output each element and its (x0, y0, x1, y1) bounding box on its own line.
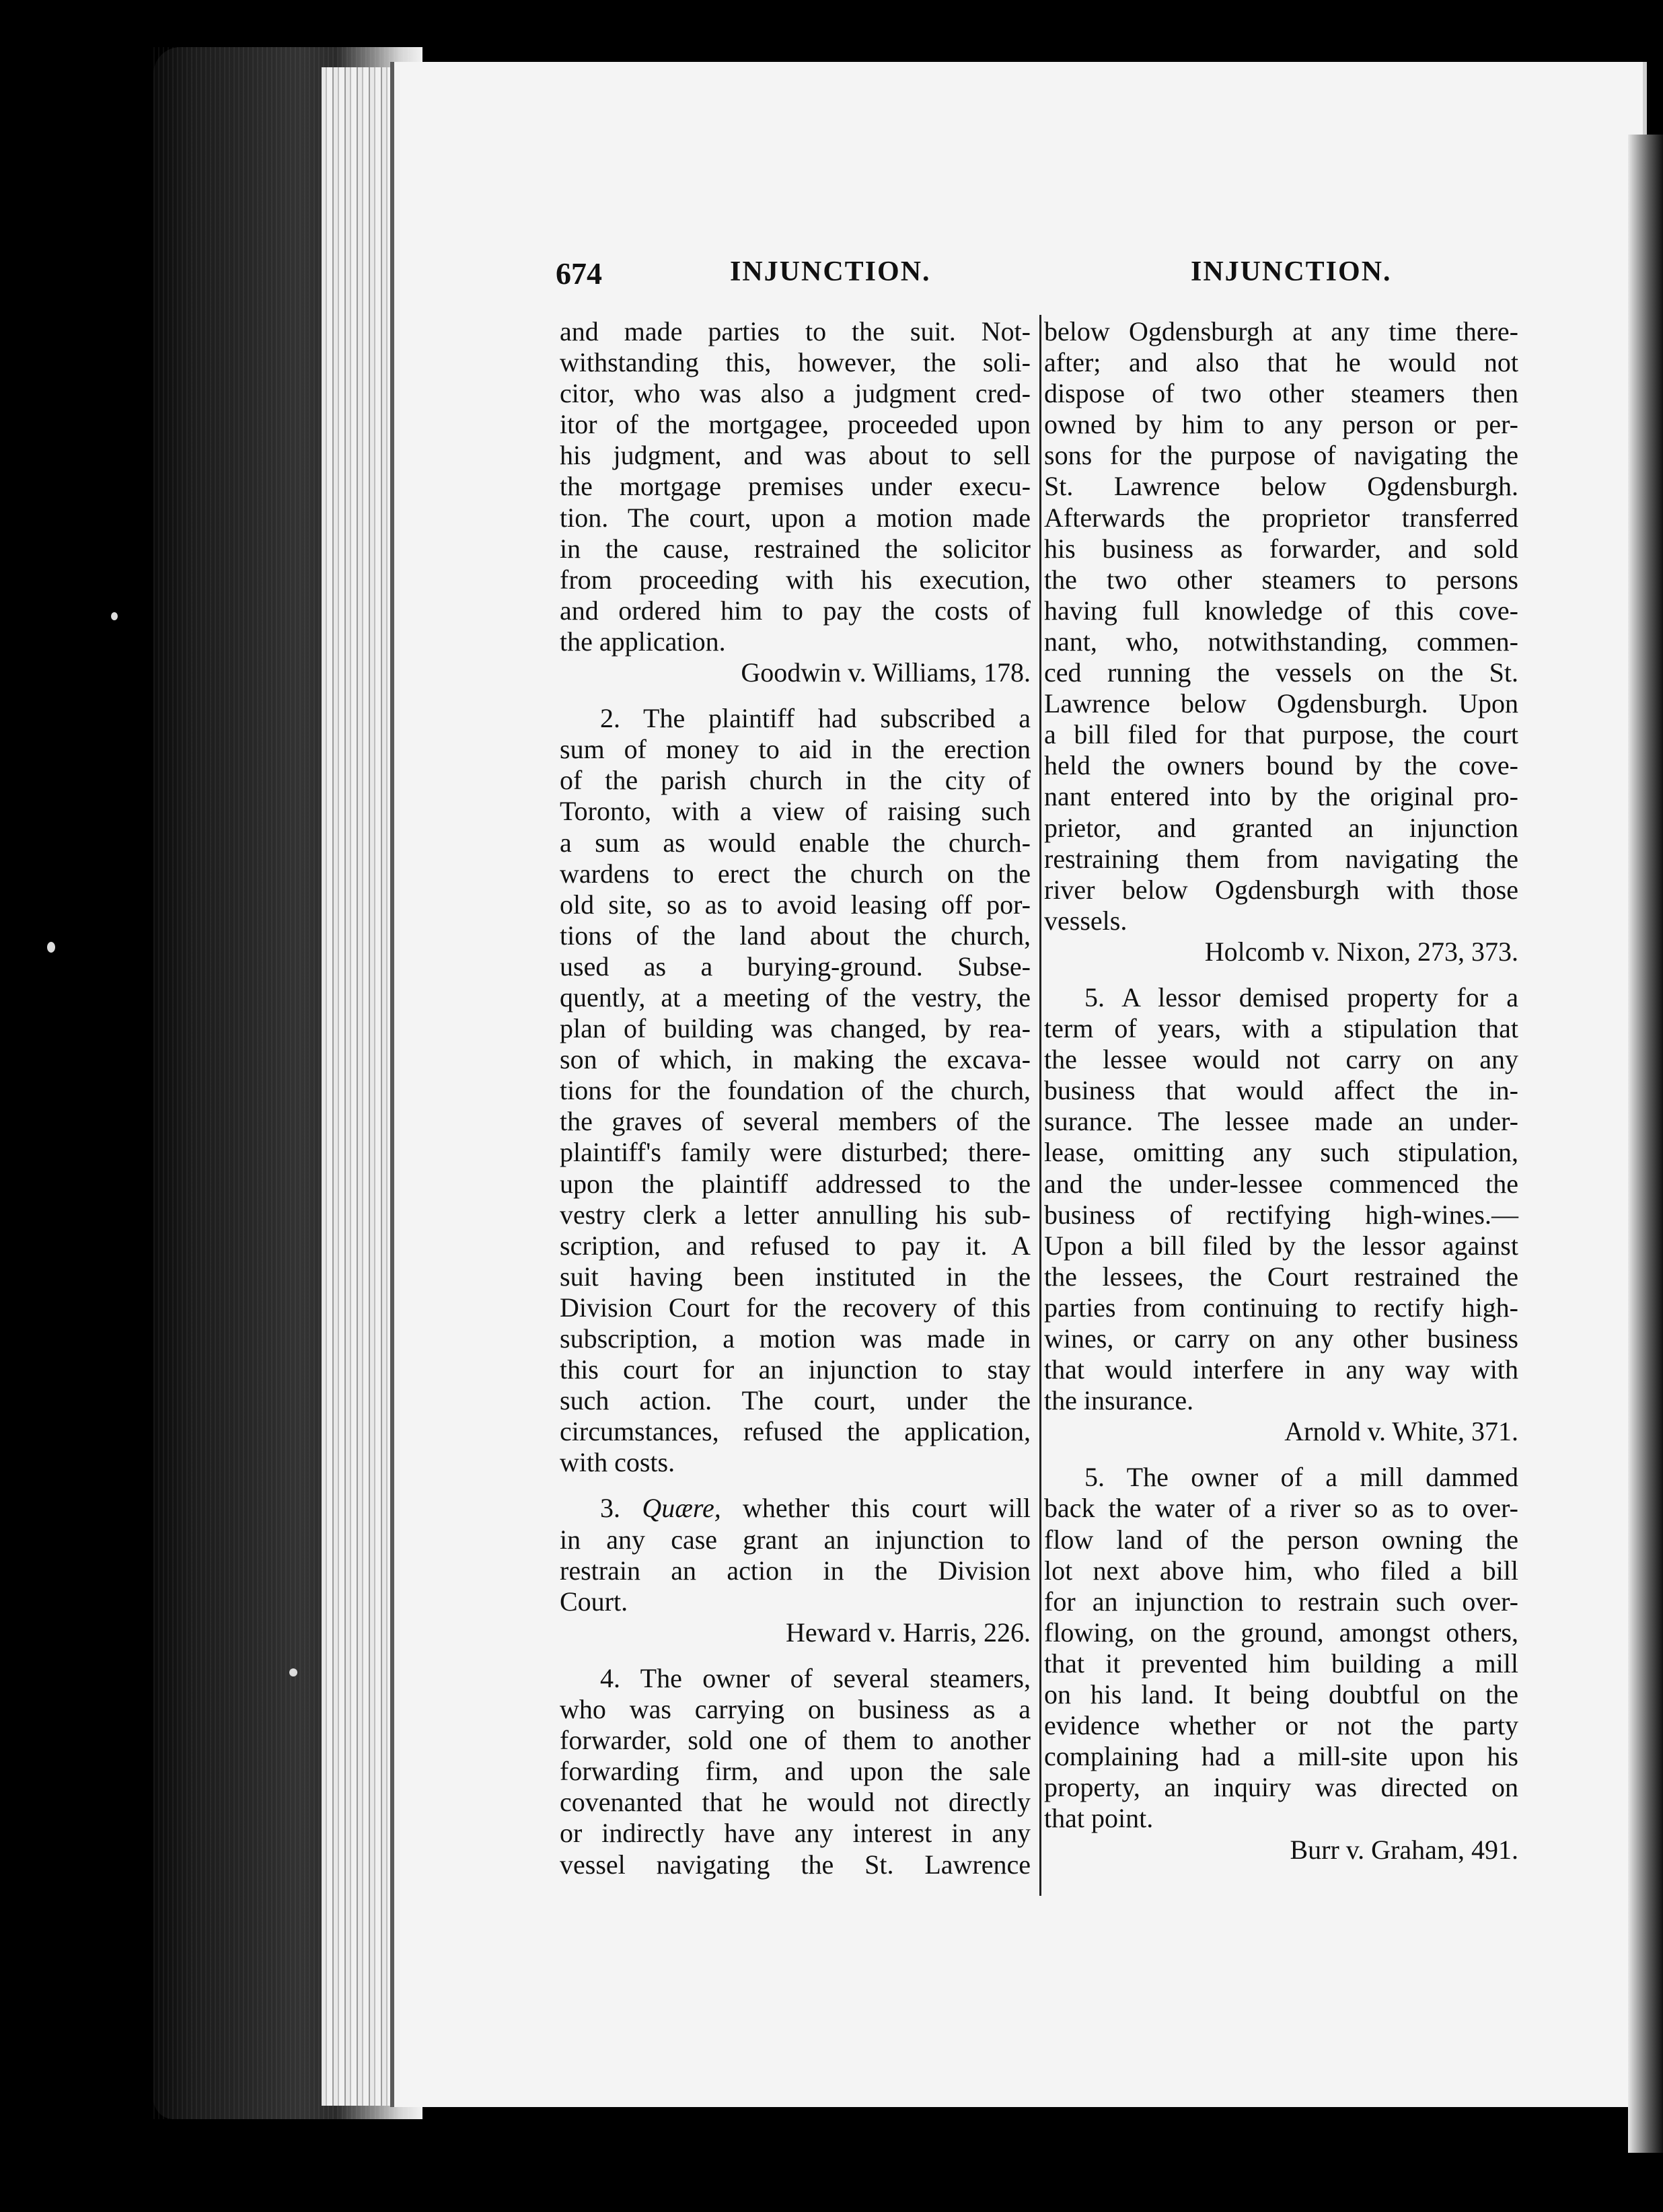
text-line: flowing, on the ground, amongst others, (1044, 1617, 1518, 1648)
text-line: property, an inquiry was directed on (1044, 1772, 1518, 1803)
text-line: sum of money to aid in the erection (560, 734, 1031, 765)
text-line: evidence whether or not the party (1044, 1710, 1518, 1741)
text-line: restraining them from navigating the (1044, 843, 1518, 874)
text-line: back the water of a river so as to over- (1044, 1493, 1518, 1524)
text-line: son of which, in making the excava- (560, 1044, 1031, 1075)
text-line: nant, who, notwithstanding, commen- (1044, 626, 1518, 657)
text-line: subscription, a motion was made in (560, 1323, 1031, 1354)
text-line: the graves of several members of the (560, 1106, 1031, 1137)
case-citation: Burr v. Graham, 491. (1290, 1834, 1518, 1865)
text-line: such action. The court, under the (560, 1385, 1031, 1416)
text-line: and ordered him to pay the costs of (560, 595, 1031, 626)
text-line: 2. The plaintiff had subscribed a (600, 703, 1031, 734)
text-line: tions of the land about the church, (560, 920, 1031, 951)
text-line: withstanding this, however, the soli- (560, 347, 1031, 378)
text-line: and the under-lessee commenced the (1044, 1168, 1518, 1199)
text-line: old site, so as to avoid leasing off por- (560, 889, 1031, 920)
column-rule (1039, 315, 1041, 1896)
case-citation: Goodwin v. Williams, 178. (741, 657, 1031, 688)
text-line: nant entered into by the original pro- (1044, 781, 1518, 812)
text-line: the insurance. (1044, 1385, 1194, 1416)
paragraph-6 (1044, 1462, 1518, 1865)
text-line: who was carrying on business as a (560, 1694, 1031, 1725)
text-line: business of rectifying high-wines.— (1044, 1199, 1518, 1230)
text-line: having full knowledge of this cove- (1044, 595, 1518, 626)
text-line: with costs. (560, 1447, 675, 1478)
text-line: business that would affect the in- (1044, 1075, 1518, 1106)
case-citation: Arnold v. White, 371. (1284, 1416, 1518, 1447)
text-line: Lawrence below Ogdensburgh. Upon (1044, 688, 1518, 719)
text-line: itor of the mortgagee, proceeded upon (560, 409, 1031, 440)
text-line: circumstances, refused the application, (560, 1416, 1031, 1447)
running-head-left: INJUNCTION. (730, 256, 931, 287)
text-line: on his land. It being doubtful on the (1044, 1679, 1518, 1710)
text-line: this court for an injunction to stay (560, 1354, 1031, 1385)
text-line: forwarder, sold one of them to another (560, 1725, 1031, 1756)
text-line: Afterwards the proprietor transferred (1044, 502, 1518, 533)
text-line: plaintiff's family were disturbed; there- (560, 1137, 1031, 1168)
text-line: vessels. (1044, 905, 1128, 936)
paragraph-number: 3. (600, 1493, 620, 1524)
page-right-edge (1628, 135, 1663, 2153)
paragraph-3 (560, 1493, 1031, 1648)
case-citation: Holcomb v. Nixon, 273, 373. (1204, 936, 1518, 967)
paragraph-2 (560, 703, 1031, 1478)
text-line: parties from continuing to rectify high- (1044, 1292, 1518, 1323)
right-column (1044, 316, 1518, 1866)
text-line: Court. (560, 1586, 628, 1617)
scan-speck (289, 1668, 297, 1676)
text-line: plan of building was changed, by rea- (560, 1013, 1031, 1044)
paragraph-1 (560, 316, 1031, 688)
text-line: complaining had a mill-site upon his (1044, 1741, 1518, 1772)
text-line: held the owners bound by the cove- (1044, 750, 1518, 781)
text-line: wines, or carry on any other business (1044, 1323, 1518, 1354)
text-line: suit having been instituted in the (560, 1261, 1031, 1292)
text-line: owned by him to any person or per- (1044, 409, 1518, 440)
paragraph-5 (1044, 982, 1518, 1447)
text-line: a bill filed for that purpose, the court (1044, 719, 1518, 750)
text-line: that point. (1044, 1803, 1154, 1834)
text-line: lease, omitting any such stipulation, (1044, 1137, 1518, 1168)
text-line: Upon a bill filed by the lessor against (1044, 1230, 1518, 1261)
text-line: sons for the purpose of navigating the (1044, 440, 1518, 471)
page-number: 674 (556, 256, 602, 291)
text-line: the application. (560, 626, 726, 657)
text-line: of the parish church in the city of (560, 765, 1031, 796)
text-line: surance. The lessee made an under- (1044, 1106, 1518, 1137)
text-line: his business as forwarder, and sold (1044, 533, 1518, 564)
case-citation: Heward v. Harris, 226. (786, 1617, 1031, 1648)
text-line: below Ogdensburgh at any time there- (1044, 316, 1518, 346)
text-line: wardens to erect the church on the (560, 858, 1031, 889)
text-line: term of years, with a stipulation that (1044, 1013, 1518, 1044)
text-line: and made parties to the suit. Not- (560, 316, 1031, 346)
scan-speck (47, 942, 55, 953)
text-line: 5. The owner of a mill dammed (1084, 1462, 1518, 1493)
text-line: the lessee would not carry on any (1044, 1044, 1518, 1075)
text-line: in any case grant an injunction to (560, 1524, 1031, 1555)
text-line: tions for the foundation of the church, (560, 1075, 1031, 1106)
text-line: after; and also that he would not (1044, 347, 1518, 378)
text-line (560, 1493, 1031, 1524)
text-line: vestry clerk a letter annulling his sub- (560, 1199, 1031, 1230)
text-line: upon the plaintiff addressed to the (560, 1168, 1031, 1199)
text-line: 4. The owner of several steamers, (600, 1662, 1031, 1693)
text-line: river below Ogdensburgh with those (1044, 874, 1518, 905)
italic-term: Quære, (642, 1493, 721, 1524)
text-line: or indirectly have any interest in any (560, 1818, 1031, 1849)
text-line: the lessees, the Court restrained the (1044, 1261, 1518, 1292)
text-line: in the cause, restrained the solicitor (560, 533, 1031, 564)
text-line: flow land of the person owning the (1044, 1524, 1518, 1555)
text-line: Toronto, with a view of raising such (560, 796, 1031, 827)
text-line: the mortgage premises under execu- (560, 471, 1031, 502)
running-head-right: INJUNCTION. (1191, 256, 1392, 287)
text-line: 5. A lessor demised property for a (1084, 982, 1518, 1012)
text-line: a sum as would enable the church- (560, 827, 1031, 858)
text-line: that it prevented him building a mill (1044, 1648, 1518, 1679)
text-line: restrain an action in the Division (560, 1555, 1031, 1586)
text-line: prietor, and granted an injunction (1044, 812, 1518, 843)
text-line: tion. The court, upon a motion made (560, 502, 1031, 533)
text-line: lot next above him, who filed a bill (1044, 1555, 1518, 1586)
text-line: covenanted that he would not directly (560, 1787, 1031, 1818)
paragraph-4-continued (1044, 316, 1518, 967)
text-line: Division Court for the recovery of this (560, 1292, 1031, 1323)
scan-speck (111, 612, 118, 620)
text-line: citor, who was also a judgment cred- (560, 378, 1031, 409)
text-line: that would interfere in any way with (1044, 1354, 1518, 1385)
left-column (560, 316, 1031, 1880)
text-line: scription, and refused to pay it. A (560, 1230, 1031, 1261)
text-line: from proceeding with his execution, (560, 564, 1031, 595)
text-line: dispose of two other steamers then (1044, 378, 1518, 409)
text-line: ced running the vessels on the St. (1044, 657, 1518, 688)
text-line: the two other steamers to persons (1044, 564, 1518, 595)
text-line: used as a burying-ground. Subse- (560, 951, 1031, 982)
text-line: for an injunction to restrain such over- (1044, 1586, 1518, 1617)
text-line: quently, at a meeting of the vestry, the (560, 982, 1031, 1012)
text-line: St. Lawrence below Ogdensburgh. (1044, 471, 1518, 502)
text-line: forwarding firm, and upon the sale (560, 1756, 1031, 1787)
text-line: his judgment, and was about to sell (560, 440, 1031, 471)
paragraph-4 (560, 1663, 1031, 1880)
text-fragment: whether this court will (743, 1493, 1031, 1524)
text-line: vessel navigating the St. Lawrence (560, 1849, 1031, 1880)
